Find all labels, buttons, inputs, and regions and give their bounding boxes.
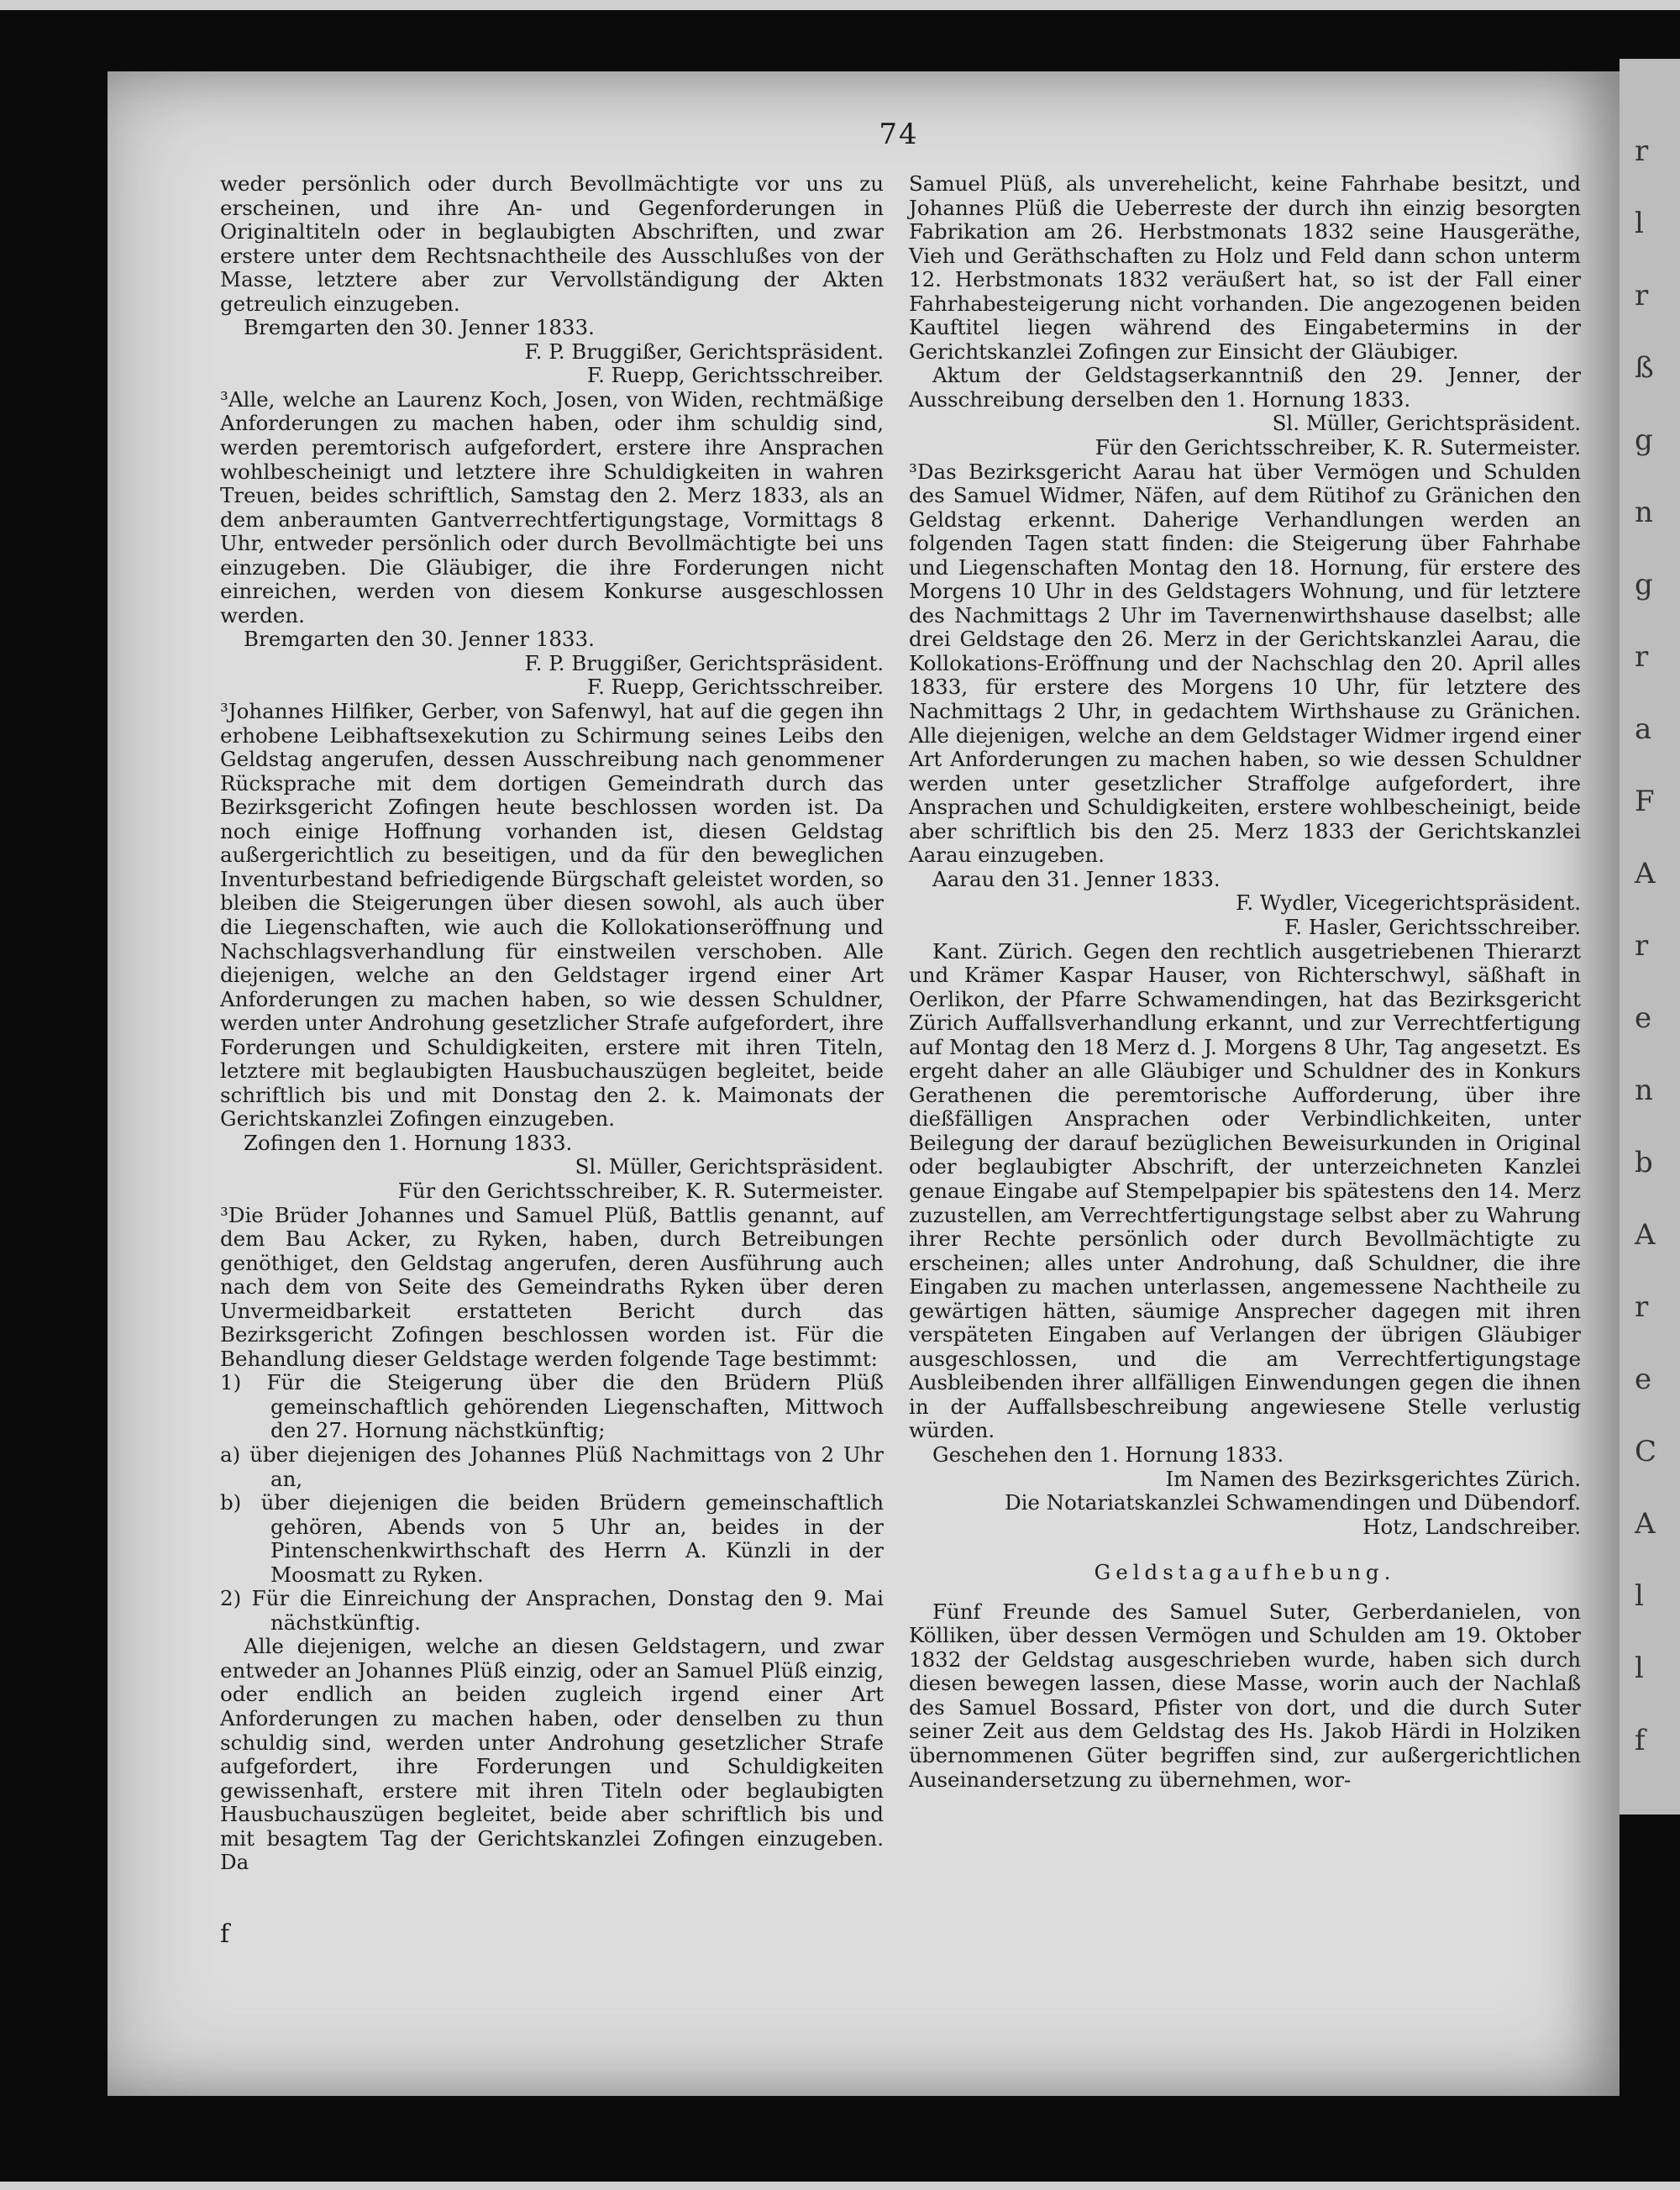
adjacent-page-glyph: a [1635,712,1652,746]
adjacent-page-glyph: F [1635,785,1655,818]
adjacent-page-glyph: C [1635,1435,1657,1468]
scan-edge-bottom [0,2182,1680,2190]
adjacent-page-glyph: n [1635,496,1653,529]
right-column-paragraph: Die Notariatskanzlei Schwamendingen und Dübendorf. [1004,1490,1581,1515]
left-column-paragraph: ³Johannes Hilfiker, Gerber, von Safenwyl, hat auf die gegen ihn erhobene Leibhaftsexekution zu Schirmung seines Leibs den Geldstag angerufen, dessen Ausschreibung nach genommener Rücksprache mit dem dortigen Gemeindrath durch das Bezirksgericht Zofingen heute beschlossen worden ist. Da noch einige Hoffnung vorhanden ist, diesen Geldstag außergerichtlich zu beseitigen, und da für den beweglichen Inventurbestand befriedigende Bürgschaft geleistet worden, so bleiben die Steigerungen über diesen sowohl, als auch über die Liegenschaften, wie auch die Kollokationseröffnung und Nachschlagsverhandlung für einstweilen verschoben. Alle diejenigen, welche an den Geldstager irgend einer Art Anforderungen zu machen haben, so wie dessen Schuldner, werden unter Androhung gesetzlicher Strafe aufgefordert, ihre Forderungen und Schuldigkeiten, erstere mit ihren Titeln, letztere mit beglaubigten Hausbuchauszügen begleitet, beide schriftlich bis und mit Donstag den 2. k. Maimonats der Gerichtskanzlei Zofingen einzugeben. [220,699,884,1132]
left-column-paragraph: F. Ruepp, Gerichtsschreiber. [586,675,884,700]
adjacent-page-glyph: r [1635,1290,1649,1324]
left-column-paragraph: a) über diejenigen des Johannes Plüß Nachmittags von 2 Uhr an, [220,1442,884,1491]
right-column-paragraph: F. Wydler, Vicegerichtspräsident. [1236,890,1581,916]
right-column-paragraph: Im Namen des Bezirksgerichtes Zürich. [1165,1466,1581,1491]
right-column-paragraph: Fünf Freunde des Samuel Suter, Gerberdanielen, von Kölliken, über dessen Vermögen und Schulden am 19. Oktober 1832 der Geldstag ausgeschrieben wurde, haben sich durch diesen bewegen lassen, diese Masse, worin auch der Nachlaß des Samuel Bossard, Pfister von dort, und die durch Suter seiner Zeit aus dem Geldstag des Hs. Jakob Härdi in Holziken übernommenen Güter begriffen sind, zur außergerichtlichen Auseinandersetzung zu übernehmen, wor- [909,1599,1581,1792]
adjacent-page-glyph: n [1635,1074,1653,1107]
right-column-paragraph: Geschehen den 1. Hornung 1833. [932,1442,1284,1467]
left-column-paragraph: b) über diejenigen die beiden Brüdern gemeinschaftlich gehören, Abends von 5 Uhr an, beides in der Pintenschenkwirthschaft des Herrn A. Künzli in der Moosmatt zu Ryken. [220,1490,884,1587]
adjacent-page-glyph: e [1635,1363,1652,1396]
right-column-paragraph: Samuel Plüß, als unverehelicht, keine Fahrhabe besitzt, und Johannes Plüß die Ueberreste der durch ihn einzig besorgten Fabrikation am 26. Herbstmonats 1832 seine Hausgeräthe, Vieh und Geräthschaften zu Holz und Feld dann schon unterm 12. Herbstmonats 1832 veräußert hat, so ist der Fall einer Fahrhabesteigerung nicht vorhanden. Die angezogenen beiden Kauftitel liegen während des Eingabetermins in der Gerichtskanzlei Zofingen zur Einsicht der Gläubiger. [909,171,1581,364]
scan-edge-top [0,0,1680,10]
left-column-paragraph: F. P. Bruggißer, Gerichtspräsident. [524,650,884,675]
adjacent-page-glyph: r [1635,279,1649,312]
left-column-paragraph: Für den Gerichtsschreiber, K. R. Sutermeister. [397,1178,884,1203]
left-column-paragraph: weder persönlich oder durch Bevollmächtigte vor uns zu erscheinen, und ihre An- und Gegenforderungen in Originaltiteln oder in beglaubigten Abschriften, und zwar erstere unter dem Rechtsnachtheile des Ausschlußes von der Masse, letztere aber zur Vervollständigung der Akten getreulich einzugeben. [220,171,884,316]
left-column [220,172,884,1875]
left-column-paragraph: Alle diejenigen, welche an diesen Geldstagern, und zwar entweder an Johannes Plüß einzig, oder an Samuel Plüß einzig, oder endlich an beiden zugleich irgend einer Art Anforderungen zu machen haben, oder denselben zu thun schuldig sind, werden unter Androhung gesetzlicher Strafe aufgefordert, ihre Forderungen und Schuldigkeiten gewissenhaft, erstere mit ihren Titeln oder beglaubigten Hausbuchauszügen begleitet, beide aber schriftlich bis und mit besagtem Tag der Gerichtskanzlei Zofingen einzugeben. Da [220,1634,884,1875]
right-column-paragraph: F. Hasler, Gerichtsschreiber. [1284,914,1581,939]
right-column-paragraph: Für den Gerichtsschreiber, K. R. Sutermeister. [1095,435,1581,460]
left-column-paragraph: 1) Für die Steigerung über die den Brüdern Plüß gemeinschaftlich gehörenden Liegenschaften, Mittwoch den 27. Hornung nächstkünftig; [220,1370,884,1443]
right-column-paragraph: Kant. Zürich. Gegen den rechtlich ausgetriebenen Thierarzt und Krämer Kaspar Hauser, von Richterschwyl, säßhaft in Oerlikon, der Pfarre Schwamendingen, hat das Bezirksgericht Zürich Auffallsverhandlung erkannt, und zur Verrechtfertigung auf Montag den 18 Merz d. J. Morgens 8 Uhr, Tag angesetzt. Es ergeht daher an alle Gläubiger und Schuldner des in Konkurs Gerathenen die peremtorische Aufforderung, über ihre dießfälligen Ansprachen oder Verbindlichkeiten, unter Beilegung der darauf bezüglichen Beweisurkunden in Original oder beglaubigter Abschrift, der unterzeichneten Kanzlei genaue Eingabe auf Stempelpapier bis spätestens den 14. Merz zuzustellen, am Verrechtfertigungstage selbst aber zu Wahrung ihrer Rechte persönlich oder durch Bevollmächtigte zu erscheinen; alles unter Androhung, daß Schuldner, die ihre Eingaben zu machen unterlassen, angemessene Nachtheile zu gewärtigen hätten, säumige Ansprecher dagegen mit ihren verspäteten Eingaben auf Verlangen der übrigen Gläubiger ausgeschlossen, und die am Verrechtfertigungstage Ausbleibenden ihrer allfälligen Einwendungen gegen die ihnen in der Auffallsbeschreibung angewiesene Stelle verlustig würden. [909,938,1581,1443]
left-column-paragraph: Bremgarten den 30. Jenner 1833. [244,315,595,340]
adjacent-page-glyph: A [1635,857,1656,890]
adjacent-page-glyph: g [1635,423,1653,457]
adjacent-page-glyph: b [1635,1146,1653,1179]
right-column [909,172,1581,1792]
left-column-paragraph: ³Die Brüder Johannes und Samuel Plüß, Battlis genannt, auf dem Bau Acker, zu Ryken, haben, durch Betreibungen genöthiget, den Geldstag angerufen, deren Ausführung auch nach dem von Seite des Gemeindraths Ryken über deren Unvermeidbarkeit erstatteten Bericht durch das Bezirksgericht Zofingen beschlossen worden ist. Für die Behandlung dieser Geldstage werden folgende Tage bestimmt: [220,1202,884,1371]
adjacent-page-glyph: l [1635,207,1644,240]
left-column-paragraph: Zofingen den 1. Hornung 1833. [244,1130,573,1155]
adjacent-page-glyph: ß [1635,351,1654,385]
left-column-paragraph: ³Alle, welche an Laurenz Koch, Josen, von Widen, rechtmäßige Anforderungen zu machen haben, oder ihm schuldig sind, werden peremtorisch aufgefordert, erstere ihre Ansprachen wohlbescheinigt und letztere ihre Schuldigkeiten in wahren Treuen, beides schriftlich, Samstag den 2. Merz 1833, als an dem anberaumten Gantverrechtfertigungstage, Vormittags 8 Uhr, entweder persönlich oder durch Bevollmächtigte bei uns einzugeben. Die Gläubiger, die ihre Forderungen nicht einreichen, werden von diesem Konkurse ausgeschlossen werden. [220,386,884,628]
right-column-paragraph: Sl. Müller, Gerichtspräsident. [1272,411,1581,436]
left-column-paragraph: 2) Für die Einreichung der Ansprachen, Donstag den 9. Mai nächstkünftig. [220,1586,884,1635]
adjacent-page-glyph: g [1635,568,1653,601]
adjacent-page-glyph: r [1635,640,1649,674]
stray-mark: f [220,1920,230,1949]
left-column-paragraph: F. Ruepp, Gerichtsschreiber. [586,363,884,388]
right-column-paragraph: Geldstagaufhebung. [1094,1560,1396,1585]
adjacent-page-glyph: A [1635,1218,1656,1252]
adjacent-page-glyph: f [1635,1724,1646,1757]
page-number: 74 [879,118,919,151]
adjacent-page-glyph: r [1635,929,1649,963]
adjacent-page-glyph: e [1635,1001,1652,1035]
right-column-paragraph: ³Das Bezirksgericht Aarau hat über Vermögen und Schulden des Samuel Widmer, Näfen, auf dem Rütihof zu Gränichen den Geldstag erkennt. Daherige Verhandlungen werden an folgenden Tagen statt finden: die Steigerung über Fahrhabe und Liegenschaften Montag den 18. Hornung, für erstere des Morgens 10 Uhr in des Geldstagers Wohnung, und für letztere des Nachmittags 2 Uhr im Tavernenwirthshause daselbst; alle drei Geldstage den 26. Merz in der Gerichtskanzlei Aarau, die Kollokations-Eröffnung und der Nachschlag den 20. April alles 1833, für erstere des Morgens 10 Uhr, für letztere des Nachmittags 2 Uhr, in gedachtem Wirthshause zu Gränichen. Alle diejenigen, welche an dem Geldstager Widmer irgend einer Art Anforderungen zu machen haben, so wie dessen Schuldner werden unter gesetzlicher Straffolge aufgefordert, ihre Ansprachen und Schuldigkeiten, erstere wohlbescheinigt, beide aber schriftlich bis den 25. Merz 1833 der Gerichtskanzlei Aarau einzugeben. [909,459,1581,868]
adjacent-page-strip [1620,59,1680,1814]
adjacent-page-glyph: l [1635,1652,1644,1685]
right-column-paragraph: Hotz, Landschreiber. [1362,1514,1581,1539]
left-column-paragraph: F. P. Bruggißer, Gerichtspräsident. [524,339,884,364]
adjacent-page-glyph: r [1635,134,1649,168]
left-column-paragraph: Bremgarten den 30. Jenner 1833. [244,627,595,652]
right-column-paragraph: Aktum der Geldstagserkanntniß den 29. Jenner, der Ausschreibung derselben den 1. Hornung 1833. [909,363,1581,412]
adjacent-page-glyph: l [1635,1579,1644,1613]
right-column-paragraph: Aarau den 31. Jenner 1833. [932,866,1221,891]
left-column-paragraph: Sl. Müller, Gerichtspräsident. [575,1154,884,1179]
adjacent-page-glyph: A [1635,1507,1656,1541]
